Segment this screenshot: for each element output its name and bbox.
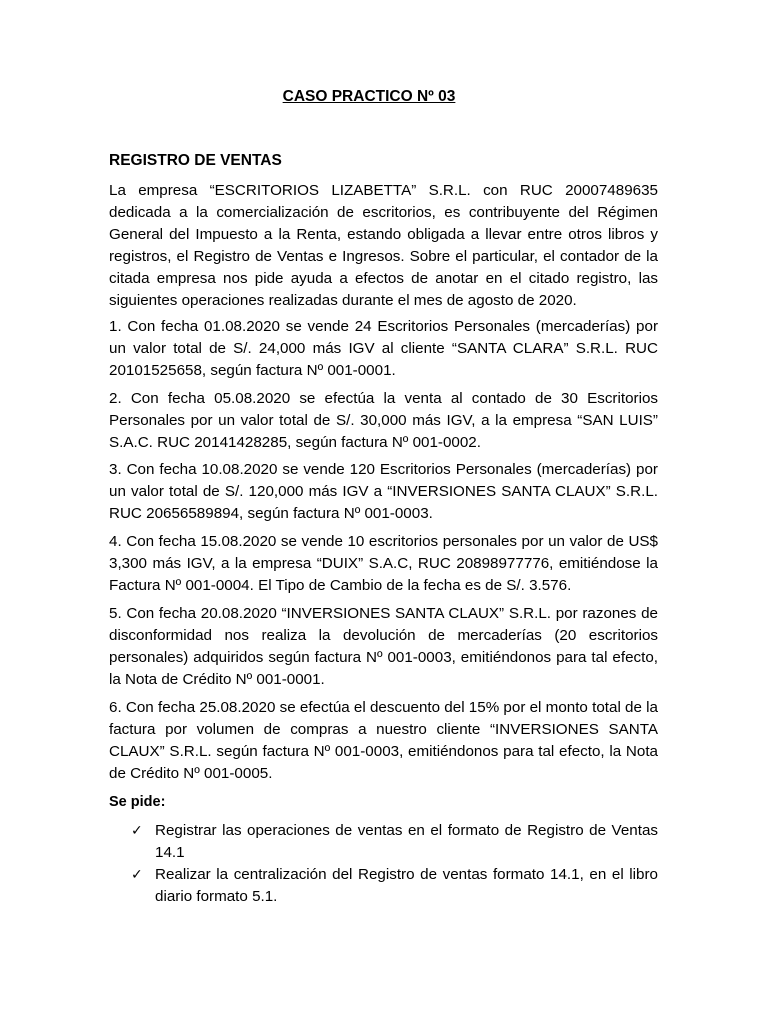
task-text: Realizar la centralización del Registro de ventas formato 14.1, en el libro diario formato 5.1. xyxy=(155,866,658,905)
operation-4: 4. Con fecha 15.08.2020 se vende 10 escritorios personales por un valor de US$ 3,300 más IGV, a la empresa “DUIX” S.A.C, RUC 20898977776, emitiéndose la Factura Nº 001-0004. El Tipo de Cambio de la fecha es de S/. 3.576. xyxy=(109,533,658,594)
operation-5: 5. Con fecha 20.08.2020 “INVERSIONES SANTA CLAUX” S.R.L. por razones de disconformidad nos realiza la devolución de mercaderías (20 escritorios personales) adquiridos según factura Nº 001-0003, emitiéndonos para tal efecto, la Nota de Crédito Nº 001-0001. xyxy=(109,605,658,688)
document-title: CASO PRACTICO Nº 03 xyxy=(282,88,456,105)
task-item xyxy=(131,820,658,864)
check-icon: ✓ xyxy=(131,867,143,883)
se-pide-label: Se pide: xyxy=(109,794,166,810)
operation-1: 1. Con fecha 01.08.2020 se vende 24 Escritorios Personales (mercaderías) por un valor total de S/. 24,000 más IGV al cliente “SANTA CLARA” S.R.L. RUC 20101525658, según factura Nº 001-0001. xyxy=(109,318,658,379)
operation-3: 3. Con fecha 10.08.2020 se vende 120 Escritorios Personales (mercaderías) por un valor total de S/. 120,000 más IGV a “INVERSIONES SANTA CLAUX” S.R.L. RUC 20656589894, según factura Nº 001-0003. xyxy=(109,461,658,522)
operation-6: 6. Con fecha 25.08.2020 se efectúa el descuento del 15% por el monto total de la factura por volumen de compras a nuestro cliente “INVERSIONES SANTA CLAUX” S.R.L. según factura Nº 001-0003, emitiéndonos para tal efecto, la Nota de Crédito Nº 001-0005. xyxy=(109,699,658,782)
task-text: Registrar las operaciones de ventas en el formato de Registro de Ventas 14.1 xyxy=(155,822,658,861)
task-item xyxy=(131,864,658,908)
section-title: REGISTRO DE VENTAS xyxy=(109,152,282,169)
operation-2: 2. Con fecha 05.08.2020 se efectúa la venta al contado de 30 Escritorios Personales por un valor total de S/. 30,000 más IGV, a la empresa “SAN LUIS” S.A.C. RUC 20141428285, según factura Nº 001-0002. xyxy=(109,390,658,451)
intro-paragraph: La empresa “ESCRITORIOS LIZABETTA” S.R.L. con RUC 20007489635 dedicada a la comercialización de escritorios, es contribuyente del Régimen General del Impuesto a la Renta, estando obligada a llevar entre otros libros y registros, el Registro de Ventas e Ingresos. Sobre el particular, el contador de la citada empresa nos pide ayuda a efectos de anotar en el citado registro, las siguientes operaciones realizadas durante el mes de agosto de 2020. xyxy=(109,182,658,309)
task-list xyxy=(131,820,658,908)
check-icon: ✓ xyxy=(131,823,143,839)
